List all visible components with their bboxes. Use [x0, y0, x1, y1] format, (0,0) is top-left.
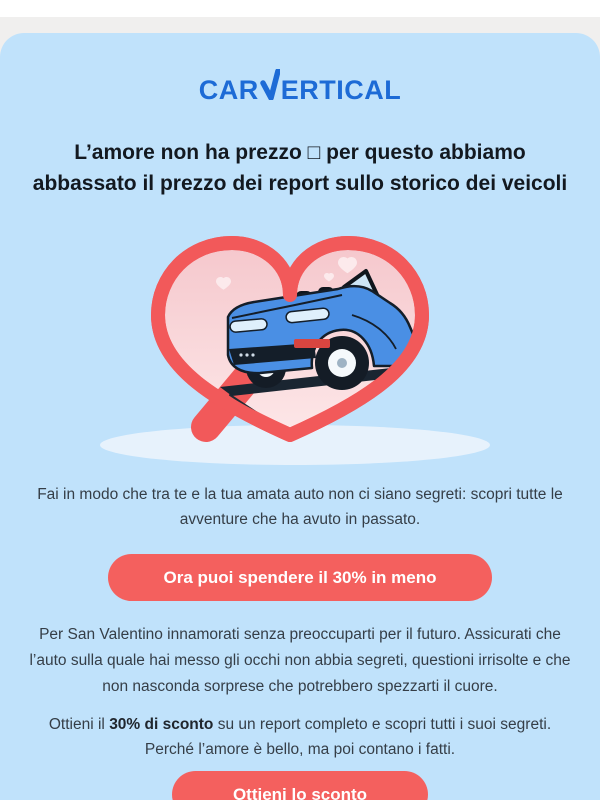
- logo-text-car: CAR: [198, 75, 259, 105]
- brand-logo[interactable]: [0, 71, 600, 103]
- discount-text-bold: 30% di sconto: [109, 716, 214, 733]
- headline-line1: L’amore non ha prezzo □ per questo abbiamo: [74, 141, 526, 164]
- email-client-top-strip: [0, 0, 600, 17]
- discount-text: [24, 712, 576, 762]
- logo-text-ertical: ERTICAL: [280, 75, 402, 105]
- heart-magnifier-illustration: [90, 215, 510, 470]
- email-card: [0, 33, 600, 800]
- discount-text-after: su un report completo e scopri tutti i suoi segreti. Perché l’amore è bello, ma poi contano i fatti.: [144, 716, 552, 758]
- secondary-cta-button[interactable]: Ottieni lo sconto: [172, 771, 428, 800]
- body-text: Per San Valentino innamorati senza preoccuparti per il futuro. Assicurati che l’auto sulla quale hai messo gli occhi non abbia segreti, questioni irrisolte e che non nasconda sorprese che potrebbero spezzarti il cuore.: [29, 626, 571, 695]
- intro-text: Fai in modo che tra te e la tua amata auto non ci siano segreti: scopri tutte le avventure che ha avuto in passato.: [37, 486, 563, 528]
- headline: [20, 137, 580, 199]
- primary-cta-button[interactable]: Ora puoi spendere il 30% in meno: [108, 554, 492, 601]
- discount-text-before: Ottieni il: [48, 716, 110, 733]
- logo-checkmark-v-icon: [260, 69, 280, 100]
- headline-line2: abbassato il prezzo dei report sullo storico dei veicoli: [32, 172, 568, 195]
